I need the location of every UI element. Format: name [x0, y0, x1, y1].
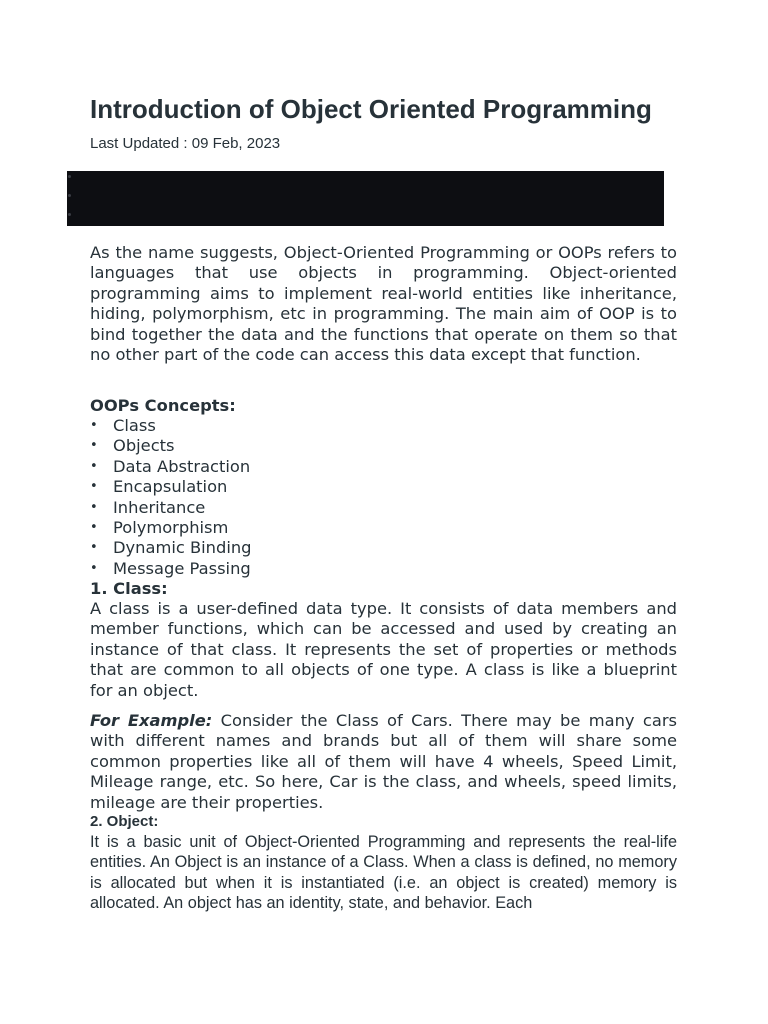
class-paragraph: A class is a user-defined data type. It consists of data members and member functions, which can be accessed and used by creating an instance of that class. It represents the set of properties or methods that are common to all objects of one type. A class is like a blueprint for an object.	[90, 599, 677, 700]
concepts-list	[90, 416, 252, 579]
example-label: For Example:	[90, 711, 213, 730]
dark-banner	[67, 171, 664, 226]
class-heading: 1. Class:	[90, 579, 168, 598]
list-item: • Objects	[90, 436, 252, 456]
list-item: • Dynamic Binding	[90, 538, 252, 558]
example-body: Consider the Class of Cars. There may be many cars with different names and brands but all of them will share some common properties like all of them will have 4 wheels, Speed Limit, Mileage range, etc. So here, Car is the class, and wheels, speed limits, mileage are their properties.	[90, 711, 678, 812]
banner-bullet	[68, 194, 71, 197]
banner-bullet	[68, 213, 71, 216]
list-item: • Class	[90, 416, 252, 436]
object-paragraph: It is a basic unit of Object-Oriented Programming and represents the real-life entities. An Object is an instance of a Class. When a class is defined, no memory is allocated but when it is instantiated (i.e. an object is created) memory is allocated. An object has an identity, state, and behavior. Each	[90, 833, 677, 912]
intro-paragraph: As the name suggests, Object-Oriented Programming or OOPs refers to languages that use objects in programming. Object-oriented programming aims to implement real-world entities like inheritance, hiding, polymorphism, etc in programming. The main aim of OOP is to bind together the data and the functions that operate on them so that no other part of the code can access this data except that function.	[90, 243, 677, 365]
last-updated: Last Updated : 09 Feb, 2023	[90, 135, 281, 152]
list-item: • Polymorphism	[90, 518, 252, 538]
list-item: • Encapsulation	[90, 477, 252, 497]
list-item: • Inheritance	[90, 498, 252, 518]
list-item: • Data Abstraction	[90, 457, 252, 477]
concepts-heading: OOPs Concepts:	[90, 396, 236, 415]
object-heading: 2. Object:	[90, 813, 159, 830]
banner-bullet	[68, 175, 71, 178]
example-paragraph	[90, 711, 677, 813]
page-title: Introduction of Object Oriented Programming	[90, 94, 652, 124]
list-item: • Message Passing	[90, 559, 252, 579]
